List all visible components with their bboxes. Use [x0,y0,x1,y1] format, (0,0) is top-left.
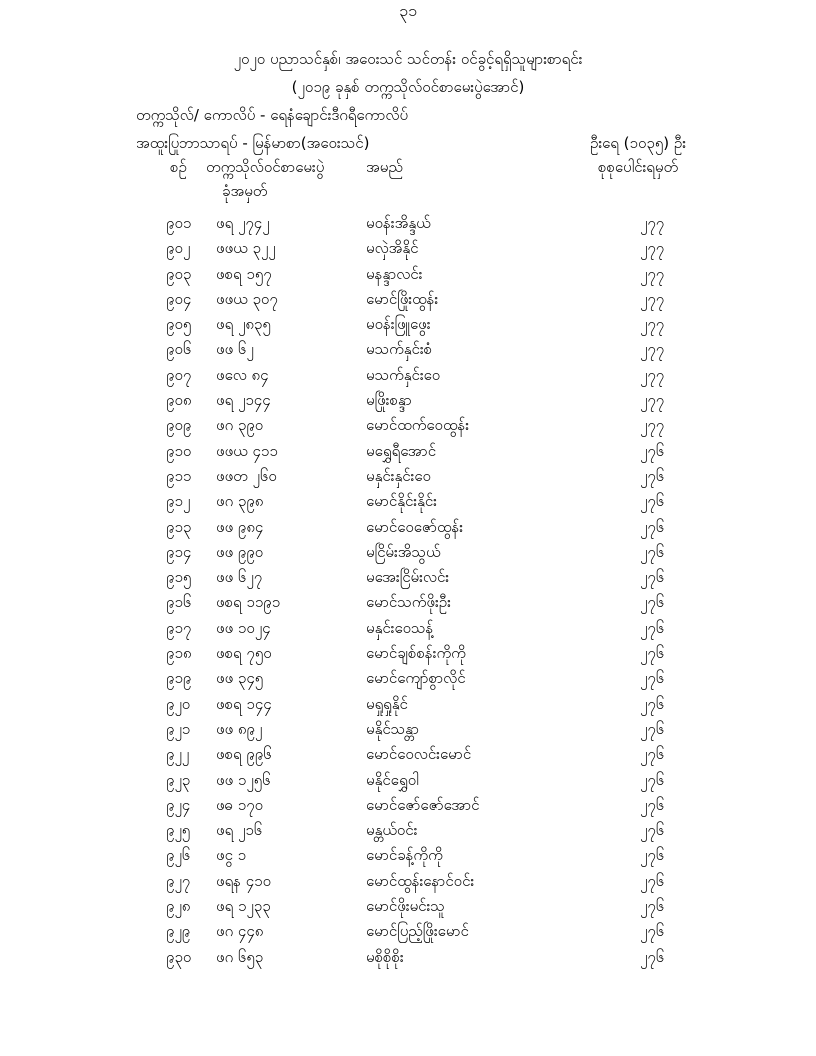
table-row [0,315,816,340]
row-number: ၉၂၈ [166,897,191,916]
exam-number: ဖဖယ ၃၀၇ [216,289,278,308]
column-header-no: စဉ် [170,158,187,176]
student-name: မသက်နှင်းဝေ [366,365,441,384]
row-number: ၉၁၀ [166,441,192,460]
total-marks: ၂၇၆ [640,795,665,814]
table-row [0,366,816,391]
row-number: ၉၀၃ [166,264,192,283]
total-marks: ၂၇၇ [640,340,665,359]
exam-number: ဖဖ ၉၈၄ [216,517,264,536]
student-name: မဖြိုးစန္ဒာ [366,391,412,410]
student-name: မောင်ချစ်စန်းကိုကို [366,644,466,663]
exam-number: ဖဓ ၁၇၀ [216,795,264,814]
total-marks: ၂၇၆ [640,846,665,865]
total-marks: ၂၇၆ [640,568,665,587]
total-marks: ၂၇၇ [640,315,665,334]
exam-number: ဖဖယ ၃၂၂ [216,239,276,258]
college-line: တက္ကသိုလ်/ ကောလိပ် - ရေနံချောင်းဒီဂရီကောလိပ် [136,106,409,124]
student-name: မောင်ဝေဇော်ထွန်း [366,517,464,536]
exam-number: ဖငွ ၁ [216,846,247,865]
student-name: မောင်ထက်ဝေထွန်း [366,416,470,435]
student-name: မနိုင်သန္တာ [366,719,420,738]
exam-number: ဖဖ ၁၀၂၄ [216,618,271,637]
exam-number: ဖဖ ၆၂ [216,340,254,359]
column-header-exam-number-line2: ခုံအမှတ် [222,182,268,200]
table-row [0,669,816,694]
row-number: ၉၂၆ [166,846,191,865]
document-title: ၂၀၂၀ ပညာသင်နှစ်၊ အဝေးသင် သင်တန်း ဝင်ခွင့်ရရှိသူများစာရင်း [233,50,583,68]
total-marks: ၂၇၆ [640,466,665,485]
student-name: မောင်ဖိုးမင်းသူ [366,897,445,916]
total-marks: ၂၇၇ [640,365,665,384]
student-name: မောင်ဖြိုးထွန်း [366,289,439,308]
row-number: ၉၀၂ [166,239,191,258]
total-marks: ၂၇၆ [640,821,665,840]
exam-number: ဖဖယ ၄၁၁ [216,441,278,460]
table-row [0,821,816,846]
table-row [0,543,816,568]
table-row [0,948,816,973]
student-name: မနန္ဒာလင်း [366,264,423,283]
student-name: မလှဲအိနိုင် [366,239,419,258]
row-number: ၉၂၂ [166,745,190,764]
document-subtitle: (၂၀၁၉ ခုနှစ် တက္ကသိုလ်ဝင်စာမေးပွဲအောင်) [291,78,525,96]
total-marks: ၂၇၆ [640,922,665,941]
table-row [0,568,816,593]
table-row [0,796,816,821]
table-row [0,897,816,922]
student-name: မောင်ဝေလင်းမောင် [366,745,472,764]
row-number: ၉၂၇ [166,871,191,890]
row-number: ၉၁၆ [166,593,192,612]
total-marks: ၂၇၆ [640,593,665,612]
row-number: ၉၁၄ [166,542,192,561]
student-name: မဝန်းအိန္ဒယ် [366,214,431,232]
student-name: မောင်ထွန်းနောင်ဝင်း [366,871,475,890]
exam-number: ဖစရ ၁၅၇ [216,264,272,283]
table-row [0,290,816,315]
student-name: မရွှေရီအောင် [366,441,437,460]
exam-number: ဖဂ ၃၉၈ [216,492,264,511]
page-number: ၃၁ [399,1,417,20]
subject-line: အထူးပြုဘာသာရပ် - မြန်မာစာ(အဝေးသင်) [136,134,370,152]
total-marks: ၂၇၆ [640,618,665,637]
total-marks: ၂၇၇ [640,416,665,435]
table-row [0,593,816,618]
total-marks: ၂၇၆ [640,947,665,966]
total-marks: ၂၇၆ [640,441,665,460]
row-number: ၉၁၂ [166,492,191,511]
exam-number: ဖဖ ၈၉၂ [216,719,263,738]
row-number: ၉၀၇ [166,365,192,384]
table-row [0,872,816,897]
total-marks: ၂၇၇ [640,264,665,283]
exam-number: ဖရန ၄၁၀ [216,871,272,890]
table-row [0,846,816,871]
column-header-exam-number: တက္ကသိုလ်ဝင်စာမေးပွဲ [206,158,325,176]
row-number: ၉၀၈ [166,391,192,410]
exam-number: ဖစရ ၁၁၉၁ [216,593,281,612]
exam-number: ဖရ ၂၇၄၂ [216,214,270,232]
row-number: ၉၂၃ [166,770,191,789]
exam-number: ဖရ ၂၁၆ [216,821,263,840]
student-name: မစိုစိုစိုး [366,947,404,966]
row-number: ၉၀၅ [166,315,192,334]
student-name: မဝန်းဖြူဖွေး [366,315,431,334]
exam-number: ဖစရ ၇၅၀ [216,644,272,663]
exam-number: ဖရ ၂၈၃၅ [216,315,271,334]
total-count: ဦးရေ (၁၀၃၅) ဦး [590,134,687,152]
row-number: ၉၃၀ [166,947,192,966]
row-number: ၉၁၅ [166,568,192,587]
row-number: ၉၂၉ [166,922,191,941]
total-marks: ၂၇၆ [640,694,665,713]
table-row [0,720,816,745]
exam-number: ဖဖ ၃၄၅ [216,669,264,688]
student-name: မောင်သက်ဖိုးဦး [366,593,451,612]
row-number: ၉၂၁ [166,719,191,738]
table-row [0,391,816,416]
total-marks: ၂၇၆ [640,492,665,511]
row-number: ၉၁၇ [166,618,192,637]
student-name: မအေးငြိမ်းလင်း [366,568,450,587]
student-name: မရှုရှုနိုင် [366,694,408,713]
row-number: ၉၀၆ [166,340,192,359]
row-number: ၉၂၅ [166,821,191,840]
row-number: ၉၁၉ [166,669,192,688]
table-row [0,416,816,441]
total-marks: ၂၇၆ [640,644,665,663]
row-number: ၉၀၉ [166,416,192,435]
student-name: မောင်ခန့်ကိုကို [366,846,443,865]
table-row [0,265,816,290]
row-number: ၉၀၄ [166,289,192,308]
row-number: ၉၁၈ [166,644,192,663]
row-number: ၉၂၀ [166,694,191,713]
table-row [0,695,816,720]
student-name: မောင်ဇော်ဇော်အောင် [366,795,480,814]
exam-number: ဖစရ ၁၄၄ [216,694,272,713]
student-name: မောင်ပြည့်ဖြိုးမောင် [366,922,469,941]
table-row [0,745,816,770]
student-list [0,214,816,973]
exam-number: ဖလေ ၈၄ [216,365,269,384]
row-number: ၉၂၄ [166,795,191,814]
row-number: ၉၁၃ [166,517,192,536]
table-row [0,340,816,365]
exam-number: ဖရ ၂၁၄၄ [216,391,271,410]
total-marks: ၂၇၇ [640,214,665,232]
table-row [0,492,816,517]
student-name: မန္တယ်ဝင်း [366,821,418,840]
table-row [0,922,816,947]
table-row [0,467,816,492]
table-row [0,214,816,239]
student-name: မငြိမ်းအိသွယ် [366,542,441,561]
total-marks: ၂၇၇ [640,289,665,308]
table-row [0,771,816,796]
total-marks: ၂၇၆ [640,871,665,890]
exam-number: ဖစရ ၉၉၆ [216,745,272,764]
exam-number: ဖဖ ၁၂၅၆ [216,770,271,789]
table-row [0,239,816,264]
exam-number: ဖဖ ၆၂၇ [216,568,263,587]
row-number: ၉၀၁ [166,214,192,232]
column-header-total-marks: စုစုပေါင်းရမှတ် [598,158,679,176]
total-marks: ၂၇၆ [640,897,665,916]
exam-number: ဖဂ ၃၉၀ [216,416,264,435]
total-marks: ၂၇၆ [640,542,665,561]
exam-number: ဖဂ ၄၄၈ [216,922,264,941]
student-name: မောင်နိုင်းနိုင်း [366,492,437,511]
table-row [0,518,816,543]
student-name: မသက်နှင်းစံ [366,340,433,359]
student-name: မနှင်းနှင်းဝေ [366,466,431,485]
exam-number: ဖရ ၁၂၃၃ [216,897,271,916]
total-marks: ၂၇၇ [640,239,665,258]
student-name: မနိုင်ရွှေဝါ [366,770,419,789]
total-marks: ၂၇၆ [640,517,665,536]
table-row [0,619,816,644]
table-row [0,644,816,669]
total-marks: ၂၇၆ [640,719,665,738]
total-marks: ၂၇၆ [640,745,665,764]
exam-number: ဖဖ ၉၉၀ [216,542,264,561]
student-name: မောင်ကျော်စွာလိုင် [366,669,466,688]
table-row [0,442,816,467]
exam-number: ဖဖတ ၂၆၀ [216,466,277,485]
total-marks: ၂၇၆ [640,770,665,789]
exam-number: ဖဂ ၆၅၃ [216,947,264,966]
student-name: မနှင်းဝေသန့် [366,618,434,637]
total-marks: ၂၇၆ [640,669,665,688]
column-header-name: အမည် [366,158,403,176]
total-marks: ၂၇၇ [640,391,665,410]
row-number: ၉၁၁ [166,466,192,485]
